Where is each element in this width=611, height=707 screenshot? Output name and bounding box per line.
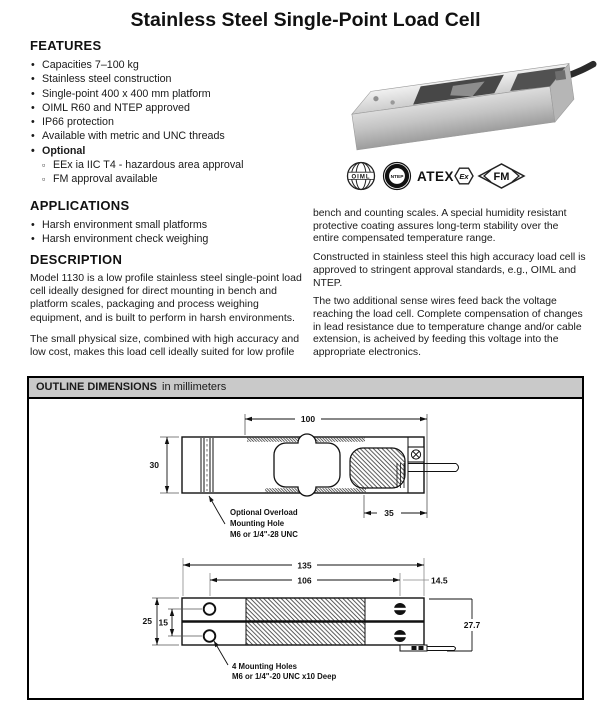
feature-item: • Capacities 7–100 kg xyxy=(30,58,312,72)
feature-item: • IP66 protection xyxy=(30,115,312,129)
applications-section xyxy=(30,198,312,247)
ntep-logo xyxy=(384,163,411,190)
dim-edge-offset: 14.5 xyxy=(431,575,448,586)
features-heading: FEATURES xyxy=(30,38,102,53)
feature-item: • OIML R60 and NTEP approved xyxy=(30,101,312,115)
cable-gland-icon xyxy=(408,447,424,462)
right-paragraph: The two additional sense wires feed back the voltage reaching the load cell. Complete compensation of changes in lead resistance due to temperature change and/or cable extension, is acheived by feeding this voltage into the appropriate electronics. xyxy=(313,296,583,359)
dim-width: 25 xyxy=(142,616,152,626)
outline-heading: OUTLINE DIMENSIONS xyxy=(36,381,158,393)
feature-sub-item: ▫ EEx ia IIC T4 - hazardous area approval xyxy=(30,158,312,172)
side-annotation-line2: Mounting Hole xyxy=(230,519,285,528)
feature-item-optional: • Optional xyxy=(30,144,312,158)
right-text-column xyxy=(313,208,587,366)
features-section xyxy=(30,38,312,187)
product-photo xyxy=(338,52,598,163)
certification-logos xyxy=(344,157,530,202)
top-view-drawing xyxy=(143,558,481,681)
features-list xyxy=(30,58,312,187)
page-title: Stainless Steel Single-Point Load Cell xyxy=(130,9,481,31)
dim-top-length: 100 xyxy=(300,414,316,425)
top-annotation-line2: M6 or 1/4"-20 UNC x10 Deep xyxy=(232,672,337,681)
oiml-text: OIML xyxy=(351,174,371,181)
right-paragraph: Constructed in stainless steel this high accuracy load cell is approved to stringent approval standards, e.g., OIML and NTEP. xyxy=(313,252,586,289)
description-section xyxy=(30,252,312,367)
technical-drawings xyxy=(29,399,582,699)
applications-heading: APPLICATIONS xyxy=(30,198,130,213)
ntep-text: NTEP xyxy=(390,175,404,181)
outline-dimensions-box xyxy=(27,376,584,700)
application-item: • Harsh environment check weighing xyxy=(30,232,312,246)
side-annotation-line3: M6 or 1/4"-28 UNC xyxy=(230,530,298,539)
feature-item: • Available with metric and UNC threads xyxy=(30,129,312,143)
side-annotation-line1: Optional Overload xyxy=(230,508,298,517)
dim-hole-spacing: 15 xyxy=(158,617,168,628)
dim-height: 30 xyxy=(149,460,159,470)
description-paragraph: Model 1130 is a low profile stainless steel single-point load cell ideally designed for direct mounting in bench and platform scales, packaging and process weighing equipment, and is built to perform in harsh environments. xyxy=(30,272,302,324)
outline-header-bar xyxy=(29,378,582,399)
atex-text: ATEX xyxy=(417,168,455,184)
dim-overall-height: 27.7 xyxy=(463,620,481,630)
oiml-logo xyxy=(348,163,375,190)
top-annotation-line1: 4 Mounting Holes xyxy=(232,662,297,671)
dim-right-offset: 35 xyxy=(384,508,394,519)
feature-sub-item: ▫ FM approval available xyxy=(30,172,312,186)
side-view-drawing xyxy=(150,414,459,539)
description-paragraph: The small physical size, combined with high accuracy and low cost, makes this load cell ideally suited for low profile xyxy=(30,332,300,359)
feature-item: • Stainless steel construction xyxy=(30,72,312,86)
atex-ex-text: Ex xyxy=(459,172,469,181)
outline-units-note: in millimeters xyxy=(162,381,227,393)
mounting-hole xyxy=(204,603,216,615)
dim-overall-length: 135 xyxy=(297,560,312,571)
description-heading: DESCRIPTION xyxy=(30,252,123,267)
fm-text: FM xyxy=(493,171,510,184)
applications-list xyxy=(30,218,312,247)
load-cell-photo-graphic xyxy=(338,52,598,158)
mounting-hole xyxy=(204,630,216,642)
application-item: • Harsh environment small platforms xyxy=(30,218,312,232)
feature-item: • Single-point 400 x 400 mm platform xyxy=(30,87,312,101)
atex-logo xyxy=(417,168,473,184)
fm-logo xyxy=(479,164,524,188)
right-paragraph: bench and counting scales. A special humidity resistant protective coating assures long-term stability over the entire compensated temperature range. xyxy=(313,208,567,245)
dim-hole-span: 106 xyxy=(297,575,312,586)
cable-exit xyxy=(400,645,456,651)
